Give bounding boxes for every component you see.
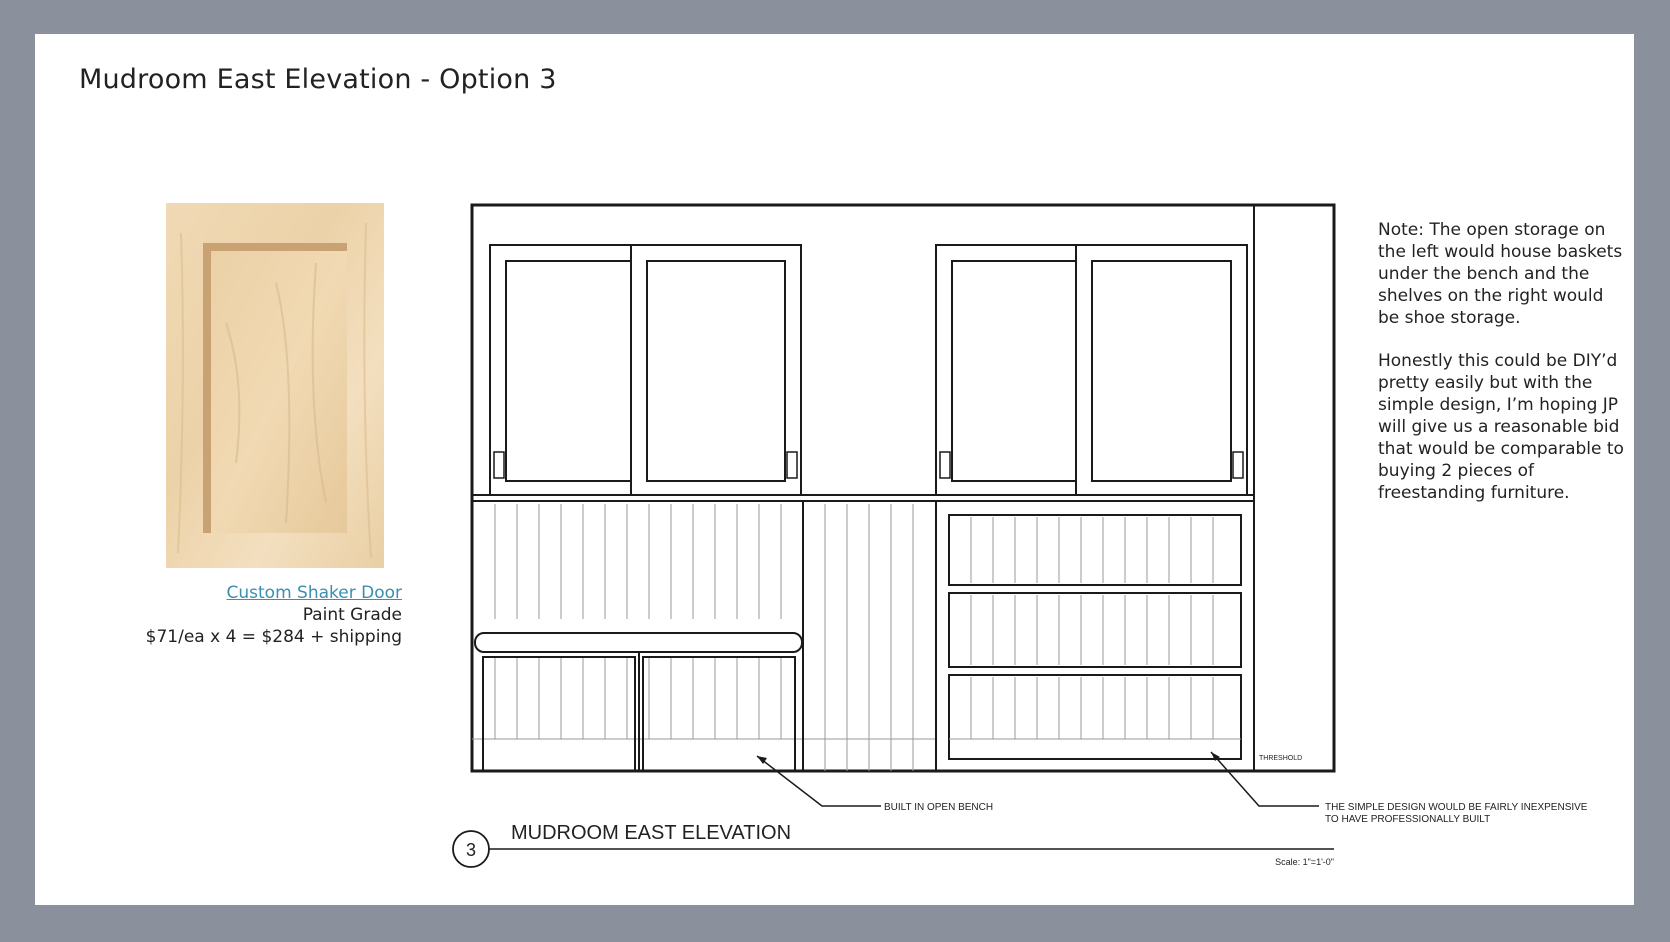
page-title: Mudroom East Elevation - Option 3 (79, 64, 557, 95)
drawing-title: MUDROOM EAST ELEVATION (511, 822, 792, 844)
shoe-shelves (936, 501, 1254, 771)
wall-outline (472, 205, 1334, 771)
simple-callout-line1: THE SIMPLE DESIGN WOULD BE FAIRLY INEXPENSIVE (1325, 802, 1588, 813)
design-note (1378, 219, 1628, 525)
drawing-scale: Scale: 1"=1'-0" (1275, 857, 1334, 867)
simple-callout-line2: TO HAVE PROFESSIONALLY BUILT (1325, 814, 1491, 825)
bench-seat (475, 633, 802, 652)
note-paragraph-1: Note: The open storage on the left would house baskets under the bench and the shelves on the right would be shoe storage. (1378, 220, 1623, 328)
door-finish: Paint Grade (302, 605, 402, 625)
threshold-label: THRESHOLD (1259, 755, 1303, 762)
bench-callout-leader (757, 756, 881, 806)
drawing-number: 3 (465, 840, 477, 860)
custom-shaker-door-link[interactable]: Custom Shaker Door (226, 583, 402, 603)
note-paragraph-2: Honestly this could be DIY’d pretty easily but with the simple design, I’m hoping JP will give us a reasonable bid that would be comparable to buying 2 pieces of freestanding furniture. (1378, 351, 1624, 503)
upper-cabinet-left (490, 245, 801, 495)
door-price: $71/ea x 4 = $284 + shipping (145, 627, 402, 647)
bench-callout: BUILT IN OPEN BENCH (884, 802, 994, 813)
slide (35, 34, 1634, 905)
